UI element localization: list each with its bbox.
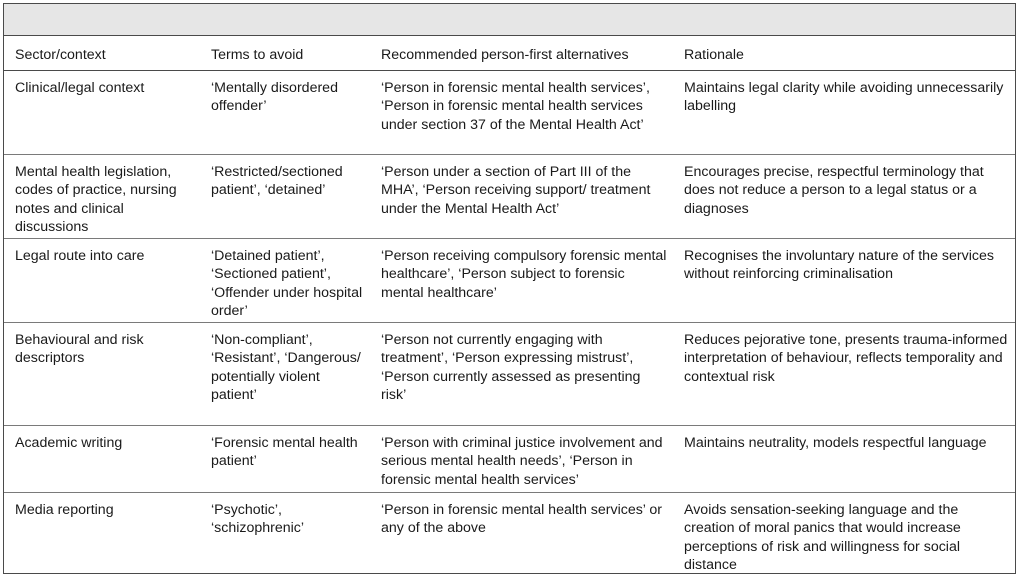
- table-row: [4, 238, 1015, 322]
- cell-alternatives: ‘Person receiving compulsory forensic mental healthcare’, ‘Person subject to forensic mental healthcare’: [370, 238, 673, 322]
- table-row: [4, 425, 1015, 492]
- cell-rationale: Reduces pejorative tone, presents trauma-informed interpretation of behaviour, reflects temporality and contextual risk: [673, 322, 1015, 425]
- cell-sector: Clinical/legal context: [4, 70, 200, 154]
- cell-rationale: Maintains legal clarity while avoiding unnecessarily labelling: [673, 70, 1015, 154]
- header-alternatives: Recommended person-first alternatives: [370, 36, 673, 70]
- cell-sector: Behavioural and risk descriptors: [4, 322, 200, 425]
- terminology-table: [4, 36, 1015, 575]
- cell-alternatives: ‘Person with criminal justice involvement and serious mental health needs’, ‘Person in forensic mental health services’: [370, 425, 673, 492]
- cell-sector: Mental health legislation, codes of practice, nursing notes and clinical discussions: [4, 154, 200, 238]
- cell-alternatives: ‘Person in forensic mental health services’ or any of the above: [381, 501, 662, 536]
- cell-alternatives: ‘Person not currently engaging with treatment’, ‘Person expressing mistrust’, ‘Person currently assessed as presenting risk’: [370, 322, 673, 425]
- table-caption-bar: [4, 4, 1015, 36]
- table-row: [4, 492, 1015, 575]
- cell-avoid: ‘Detained patient’, ‘Sectioned patient’, ‘Offender under hospital order’: [200, 238, 370, 322]
- table-row: [4, 322, 1015, 425]
- cell-sector: Media reporting: [15, 501, 114, 518]
- header-terms-to-avoid: Terms to avoid: [200, 36, 370, 70]
- cell-alternatives: ‘Person under a section of Part III of the MHA’, ‘Person receiving support/ treatment under the Mental Health Act’: [370, 154, 673, 238]
- cell-sector: Academic writing: [4, 425, 200, 492]
- cell-avoid: ‘Non-compliant’, ‘Resistant’, ‘Dangerous/ potentially violent patient’: [200, 322, 370, 425]
- table-row: [4, 154, 1015, 238]
- cell-alternatives: ‘Person in forensic mental health services’, ‘Person in forensic mental health services under section 37 of the Mental Health Act’: [370, 70, 673, 154]
- cell-rationale: Recognises the involuntary nature of the services without reinforcing criminalisation: [673, 238, 1015, 322]
- cell-rationale: Maintains neutrality, models respectful language: [673, 425, 1015, 492]
- cell-rationale: Avoids sensation-seeking language and the creation of moral panics that would increase perceptions of risk and willingness for social distance: [684, 501, 961, 573]
- cell-avoid: ‘Psychotic’, ‘schizophrenic’: [211, 501, 305, 536]
- cell-avoid: ‘Restricted/sectioned patient’, ‘detained’: [200, 154, 370, 238]
- table-row: [4, 70, 1015, 154]
- header-rationale: Rationale: [673, 36, 1015, 70]
- header-row: [4, 36, 1015, 70]
- cell-avoid: ‘Mentally disordered offender’: [200, 70, 370, 154]
- table-frame: [3, 3, 1016, 574]
- header-sector: Sector/context: [4, 36, 200, 70]
- cell-avoid: ‘Forensic mental health patient’: [200, 425, 370, 492]
- cell-sector: Legal route into care: [4, 238, 200, 322]
- cell-rationale: Encourages precise, respectful terminology that does not reduce a person to a legal status or a diagnoses: [673, 154, 1015, 238]
